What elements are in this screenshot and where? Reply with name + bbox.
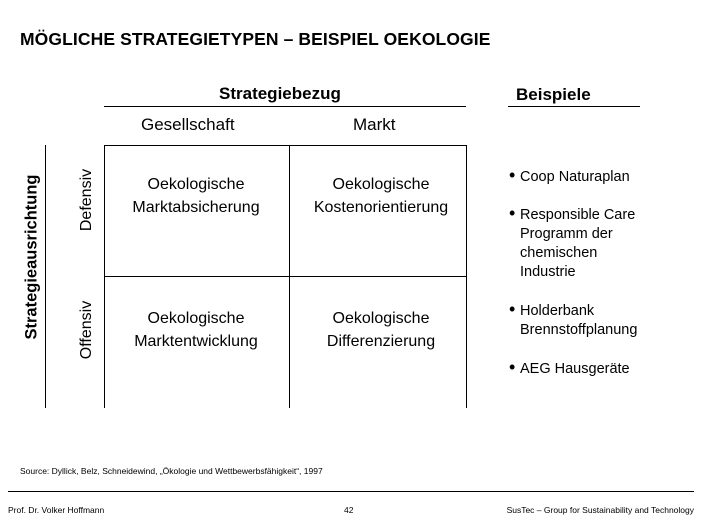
cell-marktentwicklung: Oekologische Marktentwicklung: [134, 310, 258, 350]
example-item: [509, 165, 630, 187]
matrix-middle-line: [104, 276, 466, 277]
row-label-defensiv: Defensiv: [78, 168, 95, 232]
example-item: [509, 299, 638, 340]
row-axis-label: Strategieausrichtung: [22, 174, 41, 340]
matrix-top-line: [104, 145, 466, 146]
row-label-offensiv: Offensiv: [78, 300, 95, 360]
example-text: Responsible Care Programm der chemischen Industrie: [520, 207, 636, 280]
column-label-gesellschaft: Gesellschaft: [141, 115, 235, 134]
example-text: Coop Naturaplan: [520, 169, 630, 185]
example-text: Holderbank Brennstoffplanung: [520, 303, 638, 338]
matrix-left-line: [104, 145, 105, 408]
cell-marktabsicherung: Oekologische Marktabsicherung: [132, 176, 260, 216]
bullet-icon: •: [509, 203, 516, 223]
source-note: Source: Dyllick, Belz, Schneidewind, „Ökologie und Wettbewerbsfähigkeit“, 1997: [20, 466, 323, 476]
cell-kostenorientierung: Oekologische Kostenorientierung: [313, 176, 449, 216]
footer-divider: [8, 491, 694, 492]
footer-page-number: 42: [344, 505, 354, 515]
example-item: [509, 203, 636, 282]
strategiebezug-header: Strategiebezug: [219, 84, 341, 103]
bullet-icon: •: [509, 299, 516, 319]
bullet-icon: •: [509, 357, 516, 377]
example-text: AEG Hausgeräte: [520, 361, 630, 377]
beispiele-header: Beispiele: [516, 85, 591, 104]
example-item: [509, 357, 630, 379]
row-axis-line: [45, 145, 46, 408]
strategiebezug-underline: [104, 106, 466, 107]
cell-differenzierung: Oekologische Differenzierung: [326, 310, 436, 350]
footer-author: Prof. Dr. Volker Hoffmann: [8, 505, 105, 515]
page-title: MÖGLICHE STRATEGIETYPEN – BEISPIEL OEKOLOGIE: [20, 29, 491, 49]
matrix-right-line: [466, 145, 467, 408]
matrix-center-line: [289, 145, 290, 408]
footer-organization: SusTec – Group for Sustainability and Technology: [506, 505, 694, 515]
beispiele-underline: [508, 106, 640, 107]
column-label-markt: Markt: [353, 115, 396, 134]
bullet-icon: •: [509, 165, 516, 185]
